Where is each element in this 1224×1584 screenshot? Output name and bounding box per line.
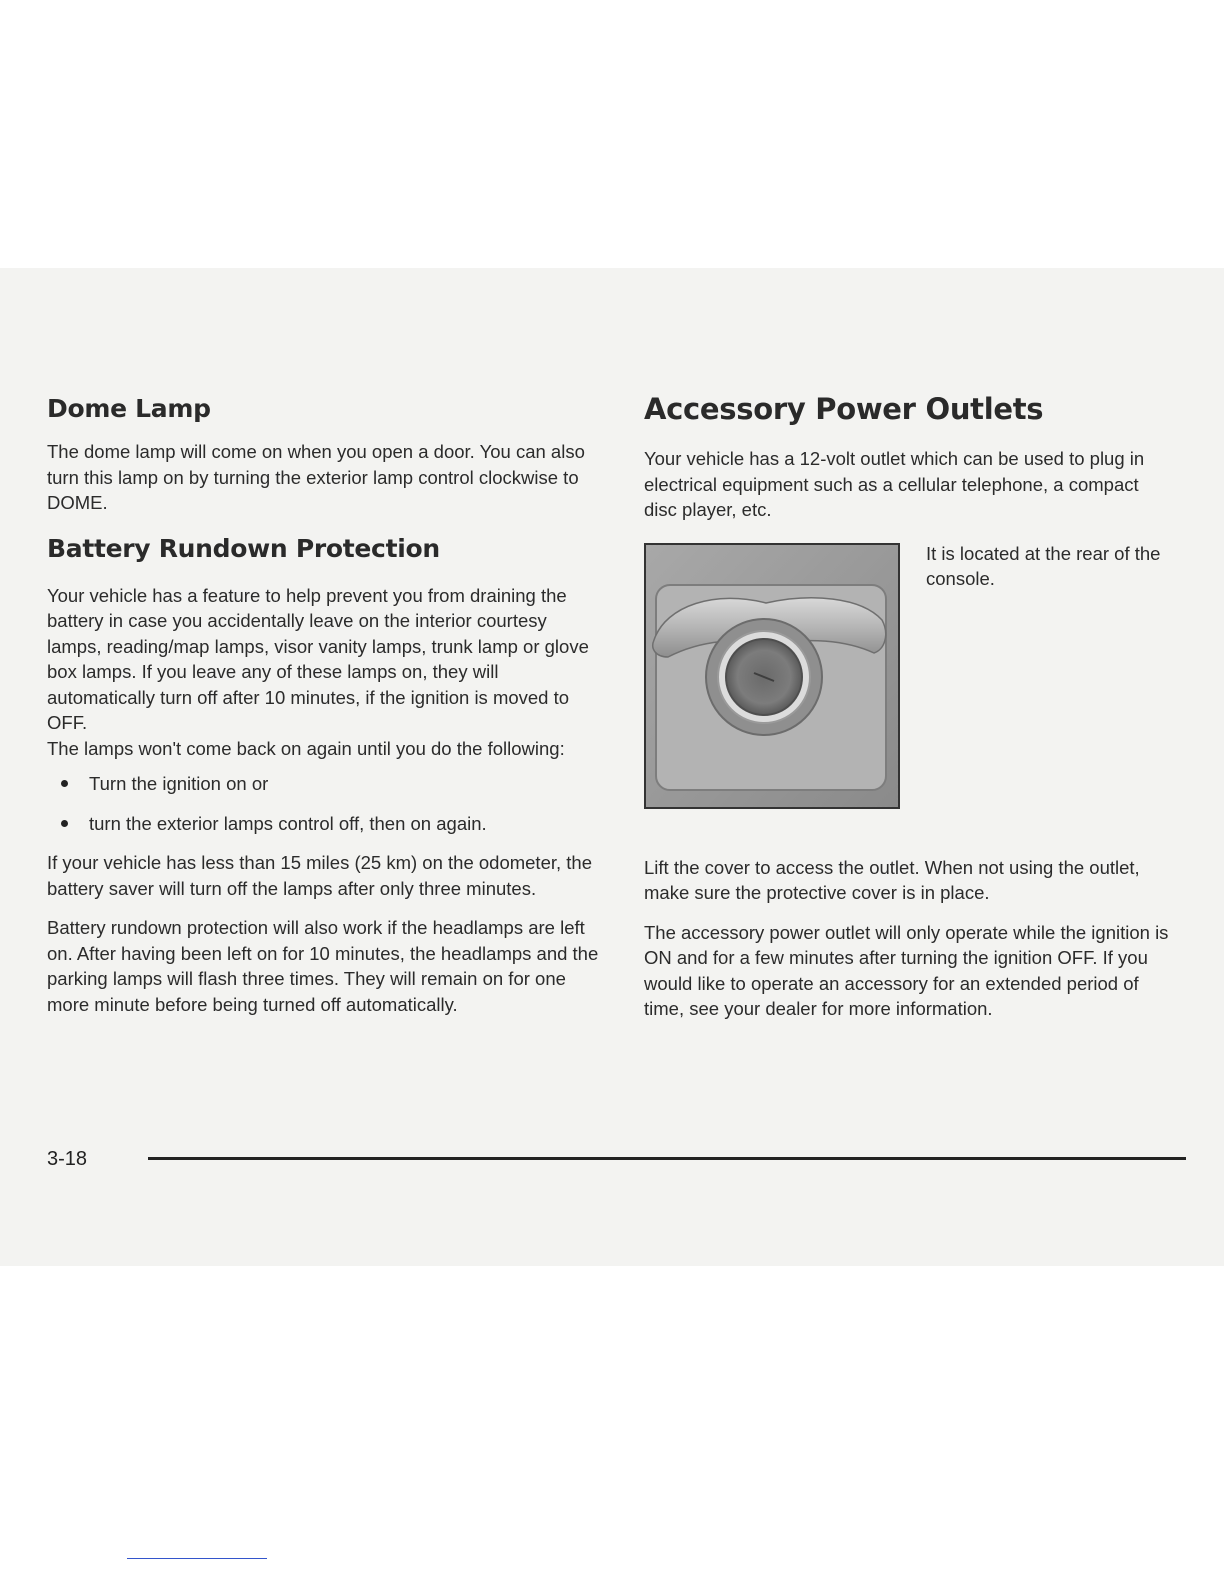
dome-lamp-paragraph: The dome lamp will come on when you open a door. You can also turn this lamp on by turning the exterior lamp control clockwise to DOME. xyxy=(47,441,585,513)
accessory-paragraph-3: The accessory power outlet will only operate while the ignition is ON and for a few minutes after turning the ignition OFF. If you would like to operate an accessory for an extended period of time, see your dealer for more information. xyxy=(644,921,1169,1019)
battery-paragraph-3: If your vehicle has less than 15 miles (25 km) on the odometer, the battery saver will turn off the lamps after only three minutes. xyxy=(47,852,593,899)
accessory-paragraph-2: Lift the cover to access the outlet. When not using the outlet, make sure the protective cover is in place. xyxy=(644,856,1140,903)
footer-divider xyxy=(148,1157,1186,1160)
battery-rundown-heading: Battery Rundown Protection xyxy=(47,533,440,563)
page-number: 3-18 xyxy=(47,1148,88,1170)
battery-bullet-list xyxy=(47,771,605,836)
battery-paragraph-4: Battery rundown protection will also work if the headlamps are left on. After having been left on for 10 minutes, the headlamps and the parking lamps will flash three times. They will remain on for one more minute before being turned off automatically. xyxy=(47,917,599,1015)
right-column xyxy=(644,392,1174,1022)
figure-caption: It is located at the rear of the console. xyxy=(926,542,1161,589)
power-outlet-photo xyxy=(644,543,900,809)
accessory-outlets-heading: Accessory Power Outlets xyxy=(644,392,1044,426)
list-item xyxy=(47,811,605,837)
bullet-icon xyxy=(61,780,68,787)
list-item xyxy=(47,771,605,797)
list-item-text: Turn the ignition on or xyxy=(89,773,269,794)
figure-row xyxy=(644,543,1174,843)
list-item-text: turn the exterior lamps control off, then on again. xyxy=(89,812,487,834)
decorative-line xyxy=(127,1558,267,1559)
dome-lamp-heading: Dome Lamp xyxy=(47,394,211,423)
battery-paragraph-2: The lamps won't come back on again until you do the following: xyxy=(47,737,565,759)
bullet-icon xyxy=(61,820,68,827)
accessory-paragraph-1: Your vehicle has a 12-volt outlet which can be used to plug in electrical equipment such as a cellular telephone, a compact disc player, etc. xyxy=(644,448,1145,520)
battery-paragraph-1: Your vehicle has a feature to help prevent you from draining the battery in case you accidentally leave on the interior courtesy lamps, reading/map lamps, visor vanity lamps, trunk lamp or glove box lamps. If you leave any of these lamps on, they will automatically turn off after 10 minutes, if the ignition is moved to OFF. xyxy=(47,584,589,733)
left-column xyxy=(47,392,605,1017)
power-outlet-illustration xyxy=(646,545,898,807)
